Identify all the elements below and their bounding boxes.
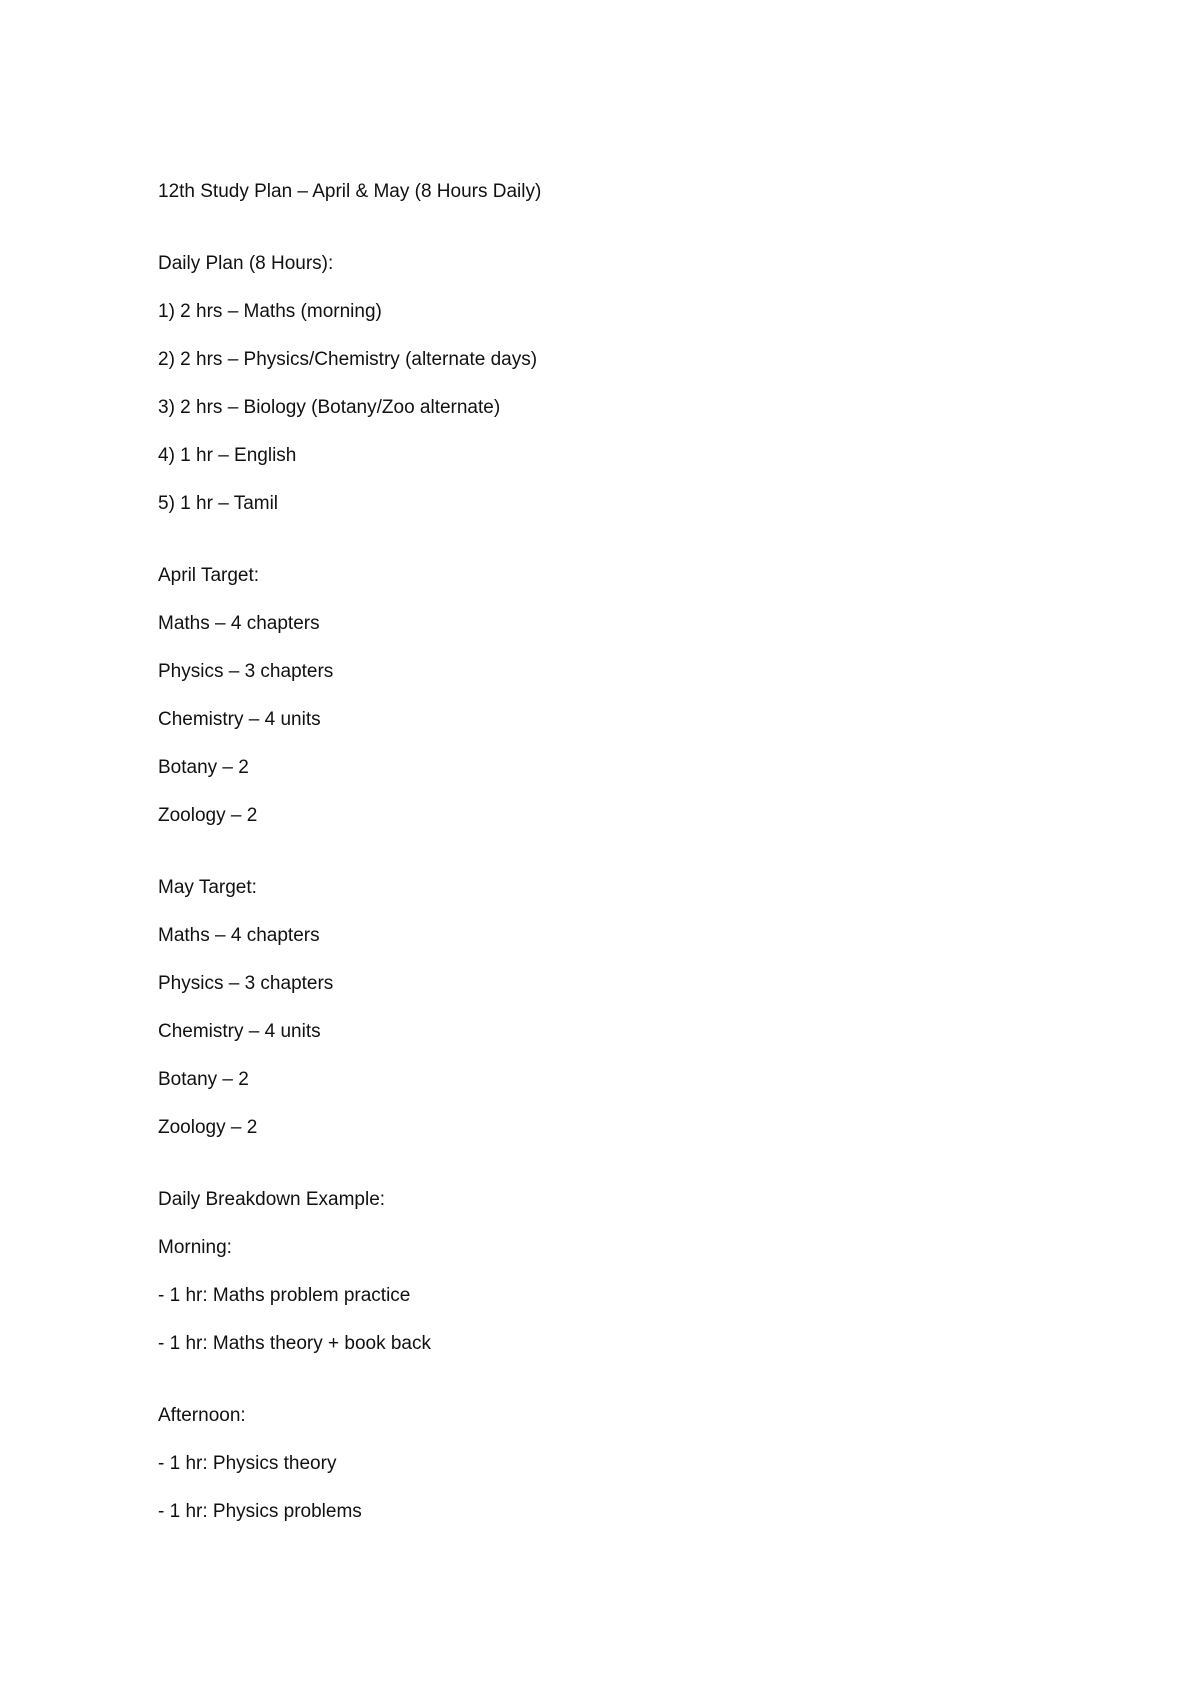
breakdown-heading: Daily Breakdown Example: (158, 1189, 386, 1210)
may-target-section (158, 876, 1058, 1140)
afternoon-label: Afternoon: (158, 1405, 246, 1426)
may-target-heading: May Target: (158, 877, 257, 898)
list-item: Chemistry – 4 units (158, 1021, 321, 1042)
daily-plan-section (158, 252, 1058, 516)
april-target-section (158, 564, 1058, 828)
list-item: Maths – 4 chapters (158, 925, 320, 946)
list-item: - 1 hr: Maths theory + book back (158, 1333, 431, 1354)
daily-plan-heading: Daily Plan (8 Hours): (158, 253, 334, 274)
list-item: - 1 hr: Maths problem practice (158, 1285, 411, 1306)
list-item: Zoology – 2 (158, 1117, 258, 1138)
title-section (158, 180, 1058, 204)
april-target-heading: April Target: (158, 565, 260, 586)
list-item: Chemistry – 4 units (158, 709, 321, 730)
list-item: 5) 1 hr – Tamil (158, 493, 279, 514)
list-item: 4) 1 hr – English (158, 445, 297, 466)
afternoon-section (158, 1404, 1058, 1524)
document-title: 12th Study Plan – April & May (8 Hours Daily) (158, 181, 542, 202)
list-item: Botany – 2 (158, 757, 249, 778)
list-item: 3) 2 hrs – Biology (Botany/Zoo alternate) (158, 397, 501, 418)
list-item: 2) 2 hrs – Physics/Chemistry (alternate days) (158, 349, 538, 370)
breakdown-section (158, 1188, 1058, 1356)
document-body (158, 180, 1058, 1524)
list-item: - 1 hr: Physics theory (158, 1453, 337, 1474)
list-item: 1) 2 hrs – Maths (morning) (158, 301, 382, 322)
morning-label: Morning: (158, 1237, 232, 1258)
list-item: Zoology – 2 (158, 805, 258, 826)
list-item: Physics – 3 chapters (158, 661, 334, 682)
list-item: Maths – 4 chapters (158, 613, 320, 634)
list-item: Botany – 2 (158, 1069, 249, 1090)
list-item: Physics – 3 chapters (158, 973, 334, 994)
list-item: - 1 hr: Physics problems (158, 1501, 362, 1522)
